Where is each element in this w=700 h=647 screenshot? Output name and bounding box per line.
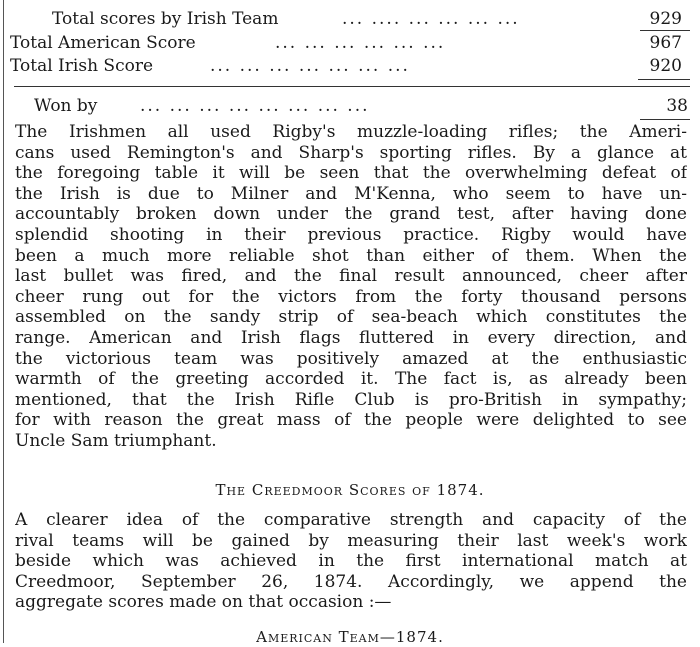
text-line: aggregate scores made on that occasion :—	[15, 592, 392, 613]
text-line: A clearer idea of the comparative strength and capacity of the	[15, 510, 687, 530]
text-line: assembled on the sandy strip of sea-beach which constitutes the	[15, 307, 687, 328]
section-rule	[14, 86, 690, 87]
text-line: the foregoing table it will be seen that the overwhelming defeat of	[15, 163, 687, 184]
score-row-irish-total	[10, 55, 692, 77]
score-label: Total American Score	[10, 33, 196, 53]
score-value: 929	[649, 9, 682, 29]
text-line: splendid shooting in their previous practice. Rigby would have	[15, 224, 687, 245]
paragraph-match-report	[15, 122, 687, 452]
score-leader-dots: ... ... ... ... ... ... ...	[210, 56, 410, 76]
text-line: accountably broken down under the grand test, after having done	[15, 204, 687, 225]
text-line: for with reason the great mass of the people were delighted to see	[15, 410, 687, 431]
section-heading-creedmoor-scores: The Creedmoor Scores of 1874.	[215, 481, 485, 499]
text-line: Uncle Sam triumphant.	[15, 430, 217, 451]
score-leader-dots: ... ... ... ... ... ... ... ...	[140, 96, 370, 116]
score-underline	[638, 79, 690, 80]
text-line: range. American and Irish flags fluttered in every direction, and	[15, 327, 687, 348]
score-label: Total scores by Irish Team	[52, 9, 279, 29]
score-value: 967	[649, 33, 682, 53]
score-row-won-by	[34, 95, 692, 117]
score-underline	[640, 119, 690, 120]
text-line: last bullet was fired, and the final result announced, cheer after	[15, 266, 687, 287]
text-line: been a much more reliable shot than either of them. When the	[15, 245, 687, 266]
score-underline	[640, 30, 690, 31]
won-by-label: Won by	[34, 96, 98, 116]
text-line: Creedmoor, September 26, 1874. Accordingly, we append the	[15, 571, 687, 592]
column-rule	[3, 0, 4, 643]
paragraph-creedmoor-intro	[15, 510, 687, 613]
section-heading-american-team: American Team—1874.	[256, 628, 444, 646]
text-line: The Irishmen all used Rigby's muzzle-loading rifles; the Ameri-	[15, 122, 687, 142]
score-label: Total Irish Score	[10, 56, 154, 76]
text-line: cans used Remington's and Sharp's sporting rifles. By a glance at	[15, 142, 687, 163]
score-row-american-total	[10, 32, 692, 54]
text-line: beside which was achieved in the first international match at	[15, 551, 687, 572]
text-line: mentioned, that the Irish Rifle Club is pro-British in sympathy;	[15, 389, 687, 410]
text-line: cheer rung out for the victors from the forty thousand persons	[15, 286, 687, 307]
score-leader-dots: ... .... ... ... ... ...	[342, 9, 520, 29]
score-row-irish-team	[52, 8, 692, 30]
text-line: the Irish is due to Milner and M'Kenna, who seem to have un-	[15, 183, 687, 204]
score-value: 920	[649, 56, 682, 76]
text-line: the victorious team was positively amazed at the enthusiastic	[15, 348, 687, 369]
text-line: rival teams will be gained by measuring their last week's work	[15, 530, 687, 551]
won-by-value: 38	[666, 96, 688, 116]
text-line: warmth of the greeting accorded it. The fact is, as already been	[15, 369, 687, 390]
score-leader-dots: ... ... ... ... ... ...	[275, 33, 446, 53]
